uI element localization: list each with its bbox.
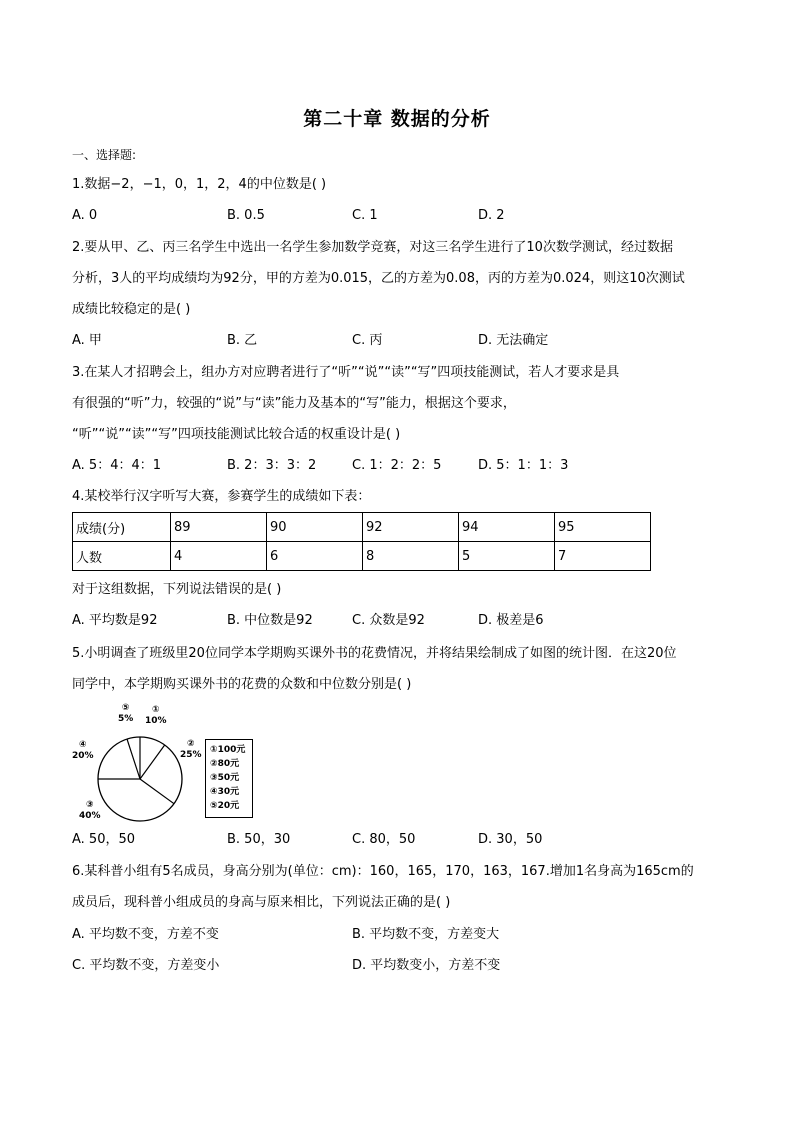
pie-label-2-percent: 25% bbox=[180, 750, 202, 760]
legend-item: ①100元 bbox=[210, 745, 246, 755]
legend-item: ⑤20元 bbox=[210, 801, 240, 811]
table-row bbox=[73, 542, 651, 571]
q1-option-c: C. 1 bbox=[352, 208, 378, 223]
q6-option-b: B. 平均数不变，方差变大 bbox=[352, 927, 500, 942]
q6-option-a: A. 平均数不变，方差不变 bbox=[72, 927, 219, 942]
pie-label-1 bbox=[145, 705, 167, 727]
legend-item: ④30元 bbox=[210, 787, 240, 797]
q4-option-a: A. 平均数是92 bbox=[72, 613, 158, 628]
q3-option-a: A. 5：4：4：1 bbox=[72, 458, 162, 473]
table-cell: 92 bbox=[363, 513, 459, 542]
question-2-line-1: 2.要从甲、乙、丙三名学生中选出一名学生参加数学竞赛，对这三名学生进行了10次数学测试，经过数据 bbox=[72, 240, 673, 255]
page-title: 第二十章 数据的分析 bbox=[303, 108, 491, 130]
table-cell: 94 bbox=[459, 513, 555, 542]
legend-item: ③50元 bbox=[210, 773, 240, 783]
q3-option-d: D. 5：1：1：3 bbox=[478, 458, 569, 473]
pie-label-5 bbox=[118, 703, 133, 725]
question-3-line-3: “听”“说”“读”“写”四项技能测试比较合适的权重设计是( ) bbox=[72, 427, 401, 442]
q4-option-b: B. 中位数是92 bbox=[227, 613, 313, 628]
table-cell: 95 bbox=[555, 513, 651, 542]
q5-option-c: C. 80，50 bbox=[352, 832, 416, 847]
question-1-stem: 1.数据−2，−1，0，1，2，4的中位数是( ) bbox=[72, 177, 327, 192]
q2-option-a: A. 甲 bbox=[72, 333, 102, 348]
pie-label-4-percent: 20% bbox=[72, 751, 94, 761]
pie-label-1-number: ① bbox=[151, 705, 160, 715]
q6-option-d: D. 平均数变小，方差不变 bbox=[352, 958, 501, 973]
question-6-line-1: 6.某科普小组有5名成员，身高分别为(单位：cm)：160，165，170，163，167.增加1名身高为165cm的 bbox=[72, 864, 694, 879]
q1-option-b: B. 0.5 bbox=[227, 208, 265, 223]
q2-option-b: B. 乙 bbox=[227, 333, 258, 348]
pie-label-3-number: ③ bbox=[85, 800, 94, 810]
q3-option-c: C. 1：2：2：5 bbox=[352, 458, 442, 473]
pie-label-5-percent: 5% bbox=[118, 714, 134, 724]
q1-option-a: A. 0 bbox=[72, 208, 98, 223]
table-cell: 人数 bbox=[73, 542, 171, 571]
score-table bbox=[72, 512, 651, 571]
q4-option-c: C. 众数是92 bbox=[352, 613, 425, 628]
pie-label-4 bbox=[72, 740, 94, 762]
question-4-stem: 4.某校举行汉字听写大赛，参赛学生的成绩如下表： bbox=[72, 489, 371, 504]
section-heading: 一、选择题: bbox=[72, 148, 137, 162]
table-cell: 7 bbox=[555, 542, 651, 571]
table-header-row bbox=[73, 513, 651, 542]
q6-option-c: C. 平均数不变，方差变小 bbox=[72, 958, 220, 973]
table-cell: 90 bbox=[267, 513, 363, 542]
table-cell: 5 bbox=[459, 542, 555, 571]
question-5-line-1: 5.小明调查了班级里20位同学本学期购买课外书的花费情况，并将结果绘制成了如图的统计图．在这20位 bbox=[72, 646, 677, 661]
pie-legend bbox=[205, 739, 253, 818]
question-3-line-1: 3.在某人才招聘会上，组办方对应聘者进行了“听”“说”“读”“写”四项技能测试，若人才要求是具 bbox=[72, 365, 620, 380]
table-cell: 8 bbox=[363, 542, 459, 571]
q5-option-b: B. 50，30 bbox=[227, 832, 291, 847]
pie-label-1-percent: 10% bbox=[145, 716, 167, 726]
q3-option-b: B. 2：3：3：2 bbox=[227, 458, 317, 473]
pie-label-4-number: ④ bbox=[78, 740, 87, 750]
table-cell: 89 bbox=[171, 513, 267, 542]
table-cell: 6 bbox=[267, 542, 363, 571]
pie-label-3 bbox=[79, 800, 101, 822]
q1-option-d: D. 2 bbox=[478, 208, 505, 223]
question-6-line-2: 成员后，现科普小组成员的身高与原来相比，下列说法正确的是( ) bbox=[72, 895, 451, 910]
pie-label-2-number: ② bbox=[186, 739, 195, 749]
pie-label-2 bbox=[180, 739, 202, 761]
table-cell: 成绩(分) bbox=[73, 513, 171, 542]
pie-label-5-number: ⑤ bbox=[121, 703, 130, 713]
q2-option-d: D. 无法确定 bbox=[478, 333, 549, 348]
question-3-line-2: 有很强的“听”力，较强的“说”与“读”能力及基本的“写”能力，根据这个要求， bbox=[72, 396, 516, 411]
pie-label-3-percent: 40% bbox=[79, 811, 101, 821]
question-5-line-2: 同学中，本学期购买课外书的花费的众数和中位数分别是( ) bbox=[72, 677, 412, 692]
q5-option-d: D. 30，50 bbox=[478, 832, 543, 847]
question-4-followup: 对于这组数据，下列说法错误的是( ) bbox=[72, 582, 282, 597]
legend-item: ②80元 bbox=[210, 759, 240, 769]
q5-option-a: A. 50，50 bbox=[72, 832, 136, 847]
question-2-line-3: 成绩比较稳定的是( ) bbox=[72, 302, 191, 317]
question-2-line-2: 分析，3人的平均成绩均为92分，甲的方差为0.015，乙的方差为0.08，丙的方差为0.024，则这10次测试 bbox=[72, 271, 685, 286]
q4-option-d: D. 极差是6 bbox=[478, 613, 544, 628]
q2-option-c: C. 丙 bbox=[352, 333, 383, 348]
table-cell: 4 bbox=[171, 542, 267, 571]
